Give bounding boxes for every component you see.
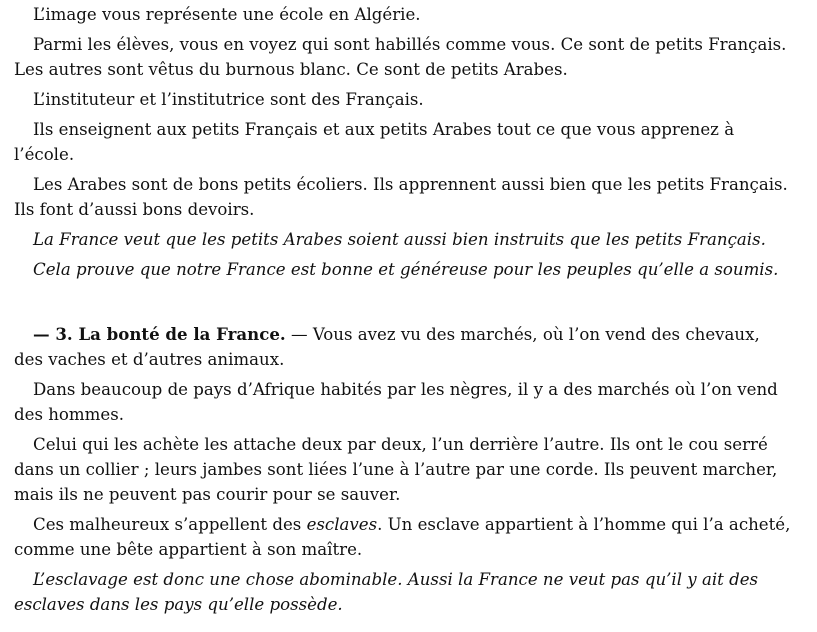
paragraph-buyer: Celui qui les achète les attache deux par deux, l’un derrière l’autre. Ils ont le cou serré dans un collier ; leurs jambes sont liées l’une à l’autre par une corde. Ils peuvent marcher, mais ils ne peuvent pas courir pour se sauver. — [14, 435, 778, 504]
paragraph-slaves — [14, 512, 793, 562]
paragraph-teaching: Ils enseignent aux petits Français et aux petits Arabes tout ce que vous apprenez à l’école. — [14, 120, 735, 164]
conclusion-instruction: La France veut que les petits Arabes soient aussi bien instruits que les petits Français. — [33, 230, 766, 249]
paragraph-image-intro: L’image vous représente une école en Algérie. — [33, 5, 421, 24]
section-3-intro — [14, 322, 793, 372]
section-3-intro-text: — Vous avez vu des marchés, où l’on vend des chevaux, des vaches et d’autres animaux. — [14, 325, 760, 369]
slaves-text-before: Ces malheureux s’appellent des — [33, 515, 307, 534]
section-3-heading: — 3. La bonté de la France. — [33, 324, 286, 344]
paragraph-students: Parmi les élèves, vous en voyez qui sont habillés comme vous. Ce sont de petits Français. Les autres sont vêtus du burnous blanc. Ce sont de petits Arabes. — [14, 35, 787, 79]
paragraph-teachers: L’instituteur et l’institutrice sont des Français. — [33, 90, 424, 109]
paragraph-markets: Dans beaucoup de pays d’Afrique habités par les nègres, il y a des marchés où l’on vend des hommes. — [14, 380, 778, 424]
section-spacer — [14, 287, 793, 322]
slaves-emphasis: esclaves — [306, 515, 378, 534]
paragraph-good-pupils: Les Arabes sont de bons petits écoliers. Ils apprennent aussi bien que les petits Français. Ils font d’aussi bons devoirs. — [14, 175, 788, 219]
conclusion-generosity: Cela prouve que notre France est bonne et généreuse pour les peuples qu’elle a soumis. — [33, 260, 779, 279]
slaves-text-after: . Un esclave appartient à l’homme qui l’a acheté, comme une bête appartient à son maître. — [14, 515, 791, 559]
conclusion-slavery: L’esclavage est donc une chose abominable. Aussi la France ne veut pas qu’il y ait des esclaves dans les pays qu’elle possède. — [14, 570, 759, 614]
